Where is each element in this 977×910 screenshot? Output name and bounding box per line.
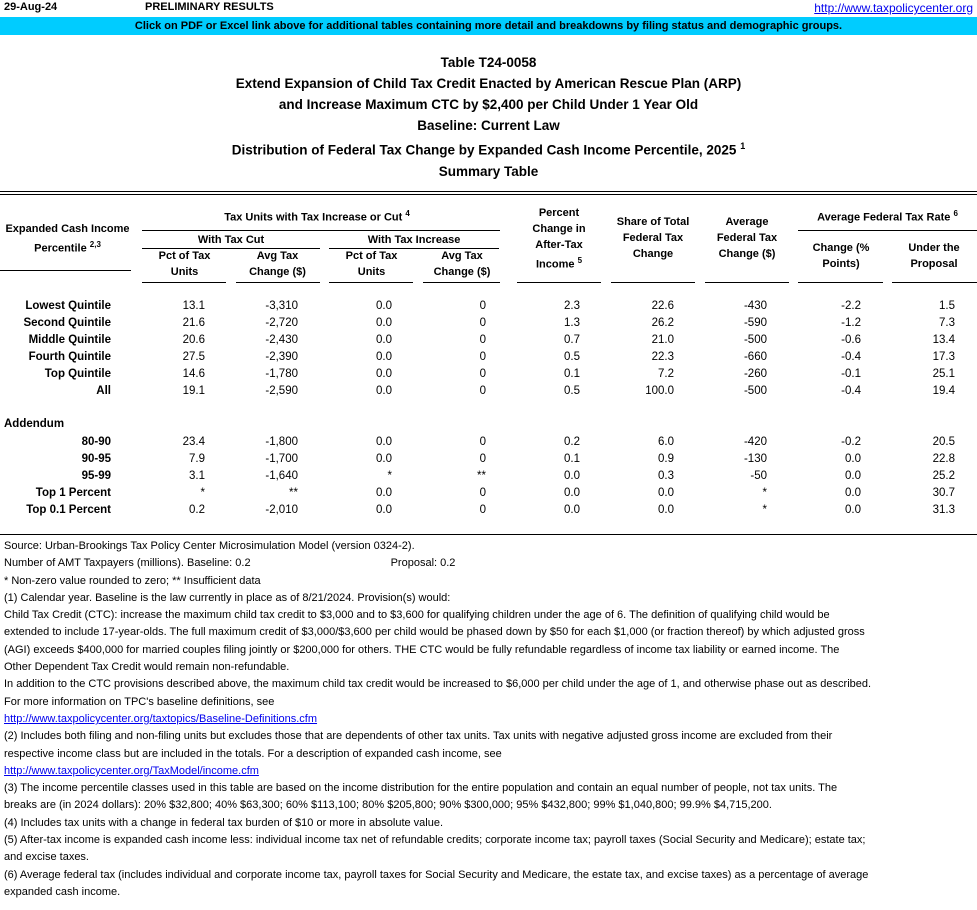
- col-header-cut-avg: Avg Tax Change ($): [249, 250, 306, 278]
- footnote-4: (4) Includes tax units with a change in federal tax burden of $10 or more in absolute value.: [4, 816, 444, 829]
- rule: [611, 282, 695, 283]
- table-row: Top 1 Percent * ** 0.0 0 0.0 0.0 * 0.0 30.7: [35, 487, 955, 499]
- rule: [142, 282, 226, 283]
- ctc-note-line: Other Dependent Tax Credit would remain non-refundable.: [4, 661, 290, 674]
- taxpolicycenter-link[interactable]: http://www.taxpolicycenter.org: [814, 1, 973, 15]
- col-header-cut-pct: Pct of Tax Units: [158, 250, 211, 278]
- rule: [798, 282, 883, 283]
- rule: [798, 230, 977, 231]
- rule: [517, 282, 601, 283]
- col-header-rate-under: Under the Proposal: [908, 242, 960, 270]
- table-title-block: [0, 52, 977, 182]
- rule: [423, 282, 500, 283]
- header-top-rule: [0, 191, 977, 195]
- info-banner: Click on PDF or Excel link above for additional tables containing more detail and breakdowns by filing status and demographic groups.: [0, 17, 977, 35]
- group-header-tax-units: Tax Units with Tax Increase or Cut $^4$: [224, 209, 410, 224]
- rule: [705, 282, 789, 283]
- source-note: Source: Urban-Brookings Tax Policy Center Microsimulation Model (version 0324-2).: [4, 540, 415, 552]
- table-row: 95-99 3.1 -1,640 * ** 0.0 0.3 -50 0.0 25.2: [81, 470, 955, 482]
- table-row: Second Quintile 21.6 -2,720 0.0 0 1.3 26.2 -590 -1.2 7.3: [23, 317, 955, 329]
- rule: [236, 282, 320, 283]
- income-definition-link[interactable]: http://www.taxpolicycenter.org/TaxModel/income.cfm: [4, 764, 259, 777]
- table-row: Top Quintile 14.6 -1,780 0.0 0 0.1 7.2 -260 -0.1 25.1: [44, 368, 955, 380]
- col-header-share: Share of Total Federal Tax Change: [616, 216, 690, 260]
- col-header-pct-after-tax: Percent Change in After-Tax Income $^5$: [532, 207, 586, 271]
- distribution-title: Distribution of Federal Tax Change by Expanded Cash Income Percentile, 2025 $^1$: [231, 141, 746, 158]
- table-row-total: All 19.1 -2,590 0.0 0 0.5 100.0 -500 -0.4 19.4: [96, 385, 955, 397]
- footnotes: [4, 538, 974, 901]
- baseline-definitions-link[interactable]: http://www.taxpolicycenter.org/taxtopics/Baseline-Definitions.cfm: [4, 712, 318, 725]
- table-row: Lowest Quintile 13.1 -3,310 0.0 0 2.3 22.6 -430 -2.2 1.5: [25, 300, 955, 312]
- table-bottom-rule: [0, 534, 977, 535]
- col-header-inc-pct: Pct of Tax Units: [345, 250, 398, 278]
- table-row: Middle Quintile 20.6 -2,430 0.0 0 0.7 21.0 -500 -0.6 13.4: [28, 334, 955, 346]
- footnote-5-cont: and excise taxes.: [4, 851, 89, 864]
- rule: [0, 270, 131, 271]
- rule: [892, 282, 977, 283]
- footnote-3-cont: breaks are (in 2024 dollars): 20% $32,800; 40% $63,300; 60% $113,100; 80% $205,800; 90% $300,000; 95% $432,800; 99% $1,040,800; 99.9% $4,715,200.: [4, 799, 772, 812]
- rule: [329, 282, 413, 283]
- ctc-note-line: extended to include 17-year-olds. The full maximum credit of $3,000/$3,600 per child would be phased down by $50 for each $1,000 (or fraction thereof) by which adjusted gross: [4, 626, 865, 639]
- footnote-6-cont: expanded cash income.: [4, 885, 121, 898]
- footnote-2: (2) Includes both filing and non-filing units but excludes those that are dependents of other tax units. Tax units with negative adjusted gross income are excluded from their: [4, 730, 833, 743]
- addendum-label: Addendum: [4, 418, 65, 430]
- ctc-note-line: (AGI) exceeds $400,000 for married couples filing jointly or $200,000 for others. THE CTC would be fully refundable regardless of income tax liability or earned income. The: [4, 643, 840, 656]
- table-id: Table T24-0058: [440, 55, 537, 70]
- legend-note: * Non-zero value rounded to zero; ** Insufficient data: [4, 574, 261, 587]
- report-date: 29-Aug-24: [4, 1, 58, 13]
- preliminary-label: PRELIMINARY RESULTS: [145, 1, 274, 13]
- table-row: Fourth Quintile 27.5 -2,390 0.0 0 0.5 22.3 -660 -0.4 17.3: [28, 351, 955, 363]
- rule: [142, 230, 500, 231]
- title-line-2: and Increase Maximum CTC by $2,400 per Child Under 1 Year Old: [278, 97, 699, 112]
- title-line-1: Extend Expansion of Child Tax Credit Enacted by American Rescue Plan (ARP): [235, 76, 742, 91]
- additional-note-line: For more information on TPC's baseline definitions, see: [4, 695, 275, 708]
- col-header-inc-avg: Avg Tax Change ($): [433, 250, 491, 278]
- footnote-6: (6) Average federal tax (includes individual and corporate income tax, payroll taxes for Social Security and Medicare, the estate tax, and excise taxes) as a percentage of average: [4, 868, 869, 881]
- summary-title: Summary Table: [438, 163, 539, 179]
- col-header-percentile: Expanded Cash Income Percentile $^{2,3}$: [5, 223, 130, 255]
- additional-note-line: In addition to the CTC provisions described above, the maximum child tax credit would be increased to $6,000 per child under the age of 1, and otherwise phase out as described.: [4, 678, 872, 691]
- ctc-note-line: Child Tax Credit (CTC): increase the maximum child tax credit to $3,000 and to $3,600 for qualifying children under the age of 6. The definition of qualifying child would be: [4, 609, 830, 622]
- group-header-tax-cut: With Tax Cut: [197, 234, 265, 246]
- footnote-1: (1) Calendar year. Baseline is the law currently in place as of 8/21/2024. Provision(s) would:: [4, 591, 451, 604]
- table-row: 80-90 23.4 -1,800 0.0 0 0.2 6.0 -420 -0.2 20.5: [81, 436, 955, 448]
- amt-note: Number of AMT Taxpayers (millions). Baseline: 0.2 Proposal: 0.2: [4, 557, 456, 570]
- col-header-rate-change: Change (% Points): [812, 242, 870, 270]
- group-header-tax-increase: With Tax Increase: [367, 234, 461, 246]
- group-header-tax-rate: Average Federal Tax Rate $^6$: [817, 209, 958, 224]
- col-header-avg-fed: Average Federal Tax Change ($): [716, 216, 778, 260]
- table-row: Top 0.1 Percent 0.2 -2,010 0.0 0 0.0 0.0 * 0.0 31.3: [26, 504, 955, 516]
- footnote-2-cont: respective income class but are included in the totals. For a description of expanded cash income, see: [4, 747, 502, 760]
- footnote-ref: 1: [740, 141, 746, 151]
- footnote-3: (3) The income percentile classes used in this table are based on the income distribution for the entire population and contain an equal number of people, not tax units. The: [4, 782, 838, 795]
- top-bar: [0, 0, 977, 15]
- baseline-title: Baseline: Current Law: [417, 118, 560, 133]
- table-row: 90-95 7.9 -1,700 0.0 0 0.1 0.9 -130 0.0 22.8: [81, 453, 955, 465]
- footnote-5: (5) After-tax income is expanded cash income less: individual income tax net of refundable credits; corporate income tax; payroll taxes (Social Security and Medicare); estate tax;: [4, 834, 866, 847]
